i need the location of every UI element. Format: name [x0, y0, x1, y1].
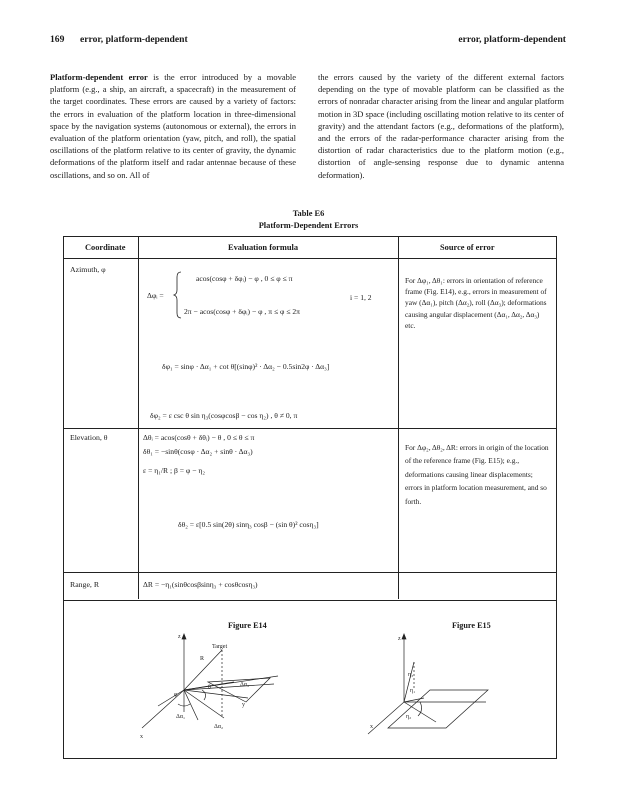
e15-label-eta2: η₂ — [406, 714, 412, 720]
e14-label-alpha2: Δα₂ — [214, 724, 224, 730]
e14-label-x: x — [140, 734, 143, 740]
elevation-delta-theta: Δθᵢ = acos(cosθ + δθᵢ) − θ , 0 ≤ θ ≤ π — [143, 433, 255, 442]
right-column-text: the errors caused by the variety of the different external factors depending on the type of movable platform can be classified as the errors of nonradar character arising from the linear and angular platform motion in 3D space (including oscillating motion relative to its center of gravity) and the attendant factors (e.g., deformations of the platform), and the errors of the radar-performance character arising from the distortion of radar characteristics due to the platform motion (e.g., distortion of angle-sensing response due to dynamic antenna deformation). — [318, 72, 564, 180]
brace-icon — [174, 271, 182, 319]
running-title-right: error, platform-dependent — [458, 34, 566, 45]
figure-e15-caption: Figure E15 — [452, 621, 491, 630]
azimuth-delta-phi-1: δφ₁ = sinφ · Δα₁ + cot θ[(sinφ)² · Δα₂ − 0.5sin2φ · Δα₃] — [162, 362, 330, 371]
figure-e14-caption: Figure E14 — [228, 621, 267, 630]
table-title: Platform-Dependent Errors — [258, 221, 359, 230]
elevation-epsilon-beta: ε = η₁/R ; β = φ − η₂ — [143, 466, 205, 475]
range-delta-r: ΔR = −η₁(sinθcosβsinη₃ + cosθcosη₃) — [143, 580, 258, 589]
col-rule-2 — [398, 236, 399, 599]
left-column-text: is the error introduced by a movable platform (e.g., a ship, an aircraft, a spacecraft) in the measurement of the target coordinates. These errors are caused by a variety of factors: the errors in evaluation of the platform location in three-dimensional space by the navigation systems (autonomous or external), the errors in evaluation of the platform orientation (yaw, pitch, and roll), the spatial oscillations of the platform relative to its center of gravity, the dynamic deformations of the platform itself and radar antennae because of these oscillations, and so on. All of — [50, 72, 296, 180]
col-header-formula: Evaluation formula — [228, 243, 299, 252]
e14-theta-arc — [202, 690, 206, 700]
row-range-coordinate: Range, R — [70, 580, 100, 589]
e15-label-eta3: η₃ — [408, 672, 414, 678]
col-header-source: Source of error — [440, 243, 495, 252]
figure-e14-diagram — [138, 632, 308, 744]
e14-label-alpha1: Δα₁ — [176, 714, 186, 720]
azimuth-case-2: 2π − acos(cosφ + δφᵢ) − φ , π ≤ φ ≤ 2π — [184, 307, 300, 316]
azimuth-delta-phi-2: δφ₂ = ε csc θ sin η₃(cosφcosβ − cos η₂) , θ ≠ 0, π — [150, 411, 298, 420]
e14-label-phi: φ — [174, 692, 178, 698]
e14-x-axis — [142, 690, 184, 728]
e14-label-z: z — [178, 634, 181, 640]
elevation-source: For Δφ₂, Δθ₂, ΔR: errors in origin of the location of the reference frame (Fig. E15); e.g., deformations causing linear displacements; errors in platform location measurement, and so forth. — [405, 443, 549, 506]
e14-label-y: y — [242, 702, 245, 708]
e14-alpha1-line — [158, 690, 184, 706]
col-header-coordinate: Coordinate — [85, 243, 126, 252]
table-label: Table E6 — [292, 209, 325, 218]
elevation-delta-theta-1: δθ₁ = −sinθ(cosφ · Δα₂ + sinθ · Δα₃) — [143, 447, 253, 456]
e15-z-arrow-icon — [402, 634, 406, 639]
elevation-delta-theta-2: δθ₂ = ε[0.5 sin(2θ) sinη₃ cosβ − (sin θ)² cosη₃] — [178, 520, 319, 529]
e15-label-x: x — [370, 724, 373, 730]
term-heading: Platform-dependent error — [50, 72, 148, 82]
row-elevation-coordinate: Elevation, θ — [70, 433, 108, 442]
figure-e15-diagram — [366, 632, 536, 744]
running-title-left: error, platform-dependent — [80, 34, 188, 45]
azimuth-lhs: Δφᵢ = — [147, 291, 164, 300]
azimuth-case-1: acos(cosφ + δφᵢ) − φ , 0 ≤ φ ≤ π — [196, 274, 293, 283]
e15-eta3-line — [404, 662, 414, 702]
e15-label-eta1: η₁ — [410, 688, 416, 694]
azimuth-source: For Δφ₁, Δθ₁: errors in orientation of reference frame (Fig. E14), e.g., errors in measurement of yaw (Δα₁), pitch (Δα₂), roll (Δα₃); deformations causing angular displacement (Δα₁, Δα₂, Δα₃) etc. — [405, 276, 547, 330]
e15-plane — [388, 690, 488, 728]
e14-label-target: Target — [212, 644, 228, 650]
e15-eta2-arc — [418, 702, 422, 716]
e14-label-alpha3: Δα₃ — [240, 682, 250, 688]
page-number: 169 — [50, 34, 65, 45]
body-left-column — [50, 71, 296, 181]
azimuth-index: i = 1, 2 — [350, 293, 372, 302]
e14-label-r: R — [200, 656, 205, 662]
e14-projection-3 — [184, 684, 274, 690]
col-rule-1 — [138, 236, 139, 599]
e15-label-z: z — [398, 636, 401, 642]
row-azimuth-coordinate: Azimuth, φ — [70, 265, 106, 274]
e14-label-theta: θ — [208, 685, 211, 691]
e14-z-arrow-icon — [182, 634, 186, 639]
